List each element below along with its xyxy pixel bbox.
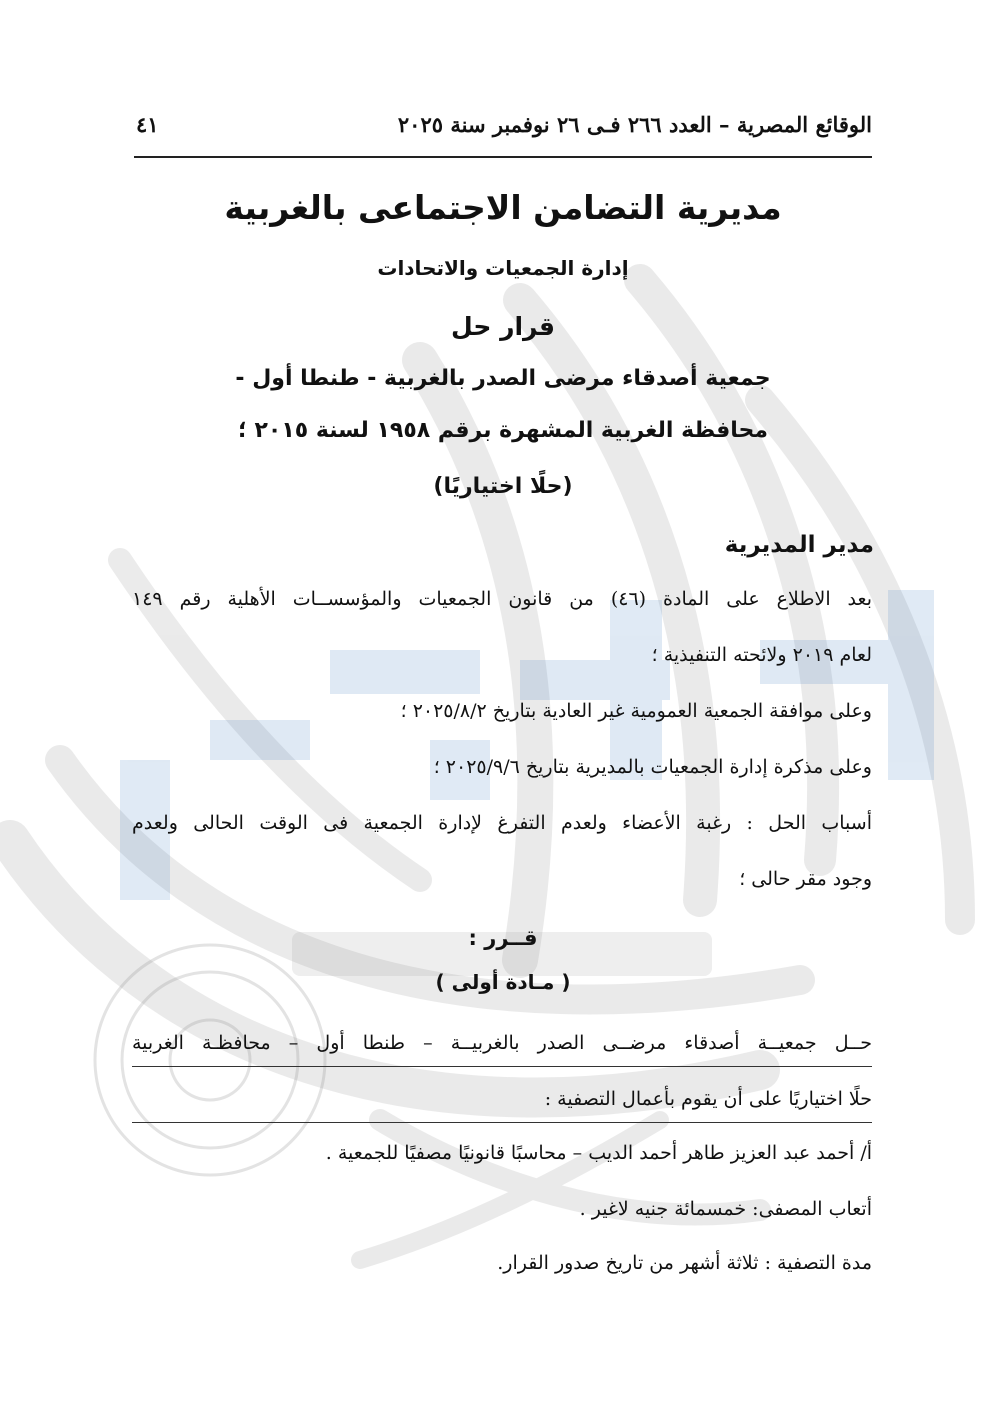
decided-heading: قــرر :: [468, 926, 538, 950]
article-heading: ( مـادة أولى ): [435, 970, 571, 994]
department-title: إدارة الجمعيات والاتحادات: [377, 256, 629, 280]
decision-line-2: حلًا اختياريًا على أن يقوم بأعمال التصفية :: [544, 1088, 872, 1110]
liquidator-line: أ/ أحمد عبد العزيز طاهر أحمد الديب – محاسبًا قانونيًا مصفيًا للجمعية .: [325, 1142, 872, 1164]
preamble-line-4: وعلى مذكرة إدارة الجمعيات بالمديرية بتاريخ ٢٠٢٥/٩/٦ ؛: [433, 756, 872, 778]
header-rule: [134, 156, 872, 158]
directorate-title: مديرية التضامن الاجتماعى بالغربية: [224, 188, 782, 227]
preamble-line-5: أسباب الحل : رغبة الأعضاء ولعدم التفرغ لإدارة الجمعية فى الوقت الحالى ولعدم: [132, 812, 872, 834]
decision-line-1: حــل جمعيــة أصدقاء مرضــى الصدر بالغربيــة – طنطا أول – محافظـة الغربية: [132, 1032, 872, 1054]
duration-line: مدة التصفية : ثلاثة أشهر من تاريخ صدور القرار.: [497, 1252, 872, 1274]
page-number: ٤١: [136, 112, 159, 137]
preamble-line-2: لعام ٢٠١٩ ولائحته التنفيذية ؛: [651, 644, 872, 666]
director-heading: مدير المديرية: [724, 532, 874, 558]
voluntary-label: (حلًا اختياريًا): [433, 474, 573, 499]
decree-title: قرار حل: [451, 312, 555, 341]
preamble-line-1: بعد الاطلاع على المادة (٤٦) من قانون الجمعيات والمؤسســات الأهلية رقم ١٤٩: [132, 588, 872, 610]
decision-underline-2: [132, 1122, 872, 1123]
fees-line: أتعاب المصفى: خمسمائة جنيه لاغير .: [579, 1198, 872, 1220]
association-line-1: جمعية أصدقاء مرضى الصدر بالغربية - طنطا أول -: [235, 366, 771, 391]
preamble-line-3: وعلى موافقة الجمعية العمومية غير العادية بتاريخ ٢٠٢٥/٨/٢ ؛: [400, 700, 872, 722]
preamble-line-6: وجود مقر حالى ؛: [739, 868, 872, 890]
decision-underline-1: [132, 1066, 872, 1067]
running-header: [136, 112, 872, 137]
running-title: الوقائع المصرية – العدد ٢٦٦ فـى ٢٦ نوفمبر سنة ٢٠٢٥: [397, 112, 872, 137]
association-line-2: محافظة الغربية المشهرة برقم ١٩٥٨ لسنة ٢٠١٥ ؛: [238, 418, 768, 443]
